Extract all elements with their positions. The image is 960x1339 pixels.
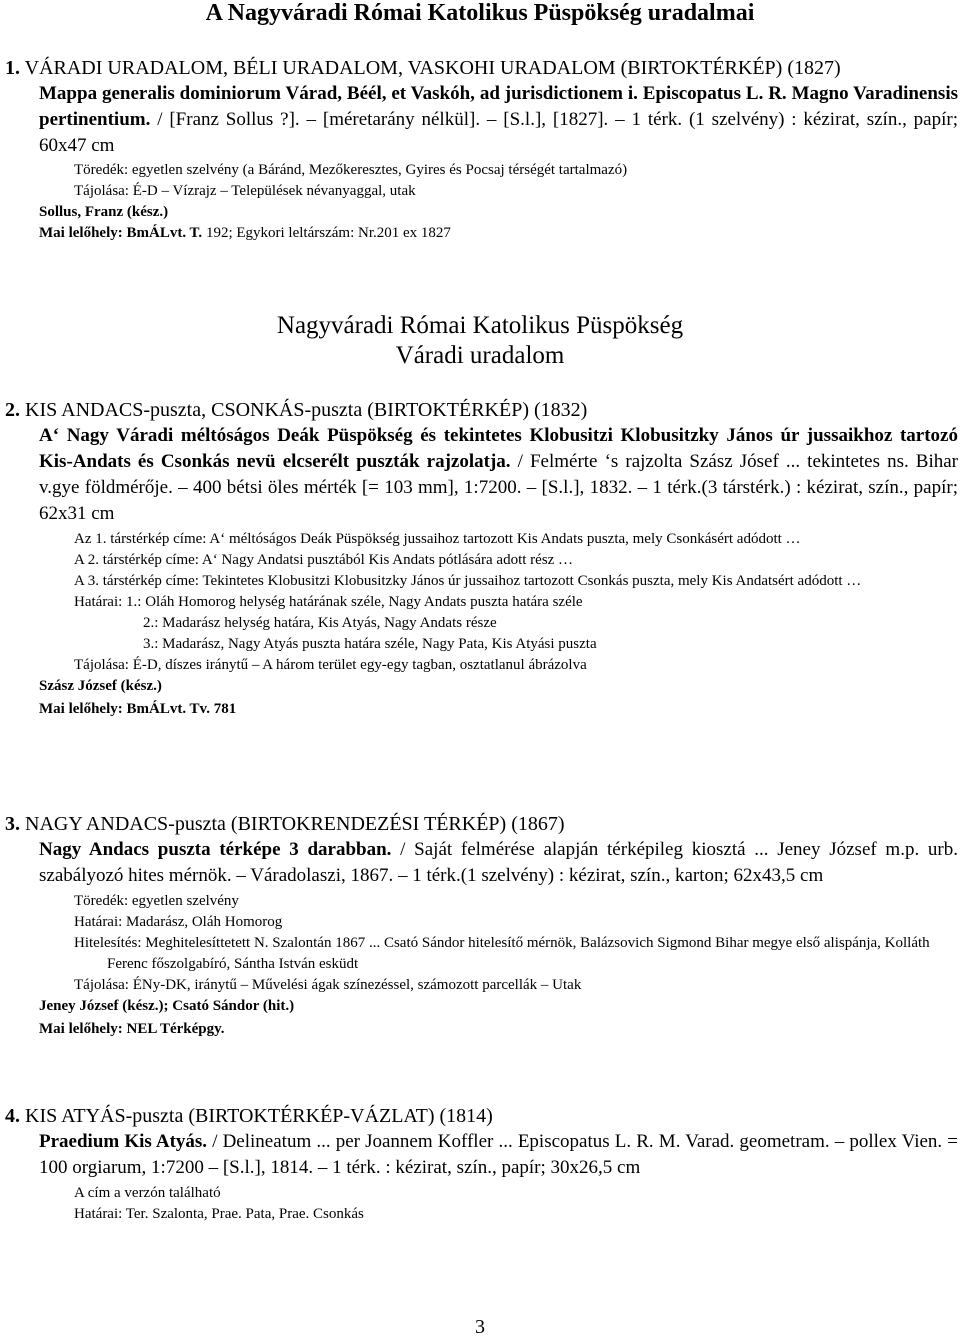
entry-3-fragment-note: Töredék: egyetlen szelvény [74,893,239,909]
entry-1-orientation-note: Tájolása: É-D – Vízrajz – Települések névanyaggal, utak [74,183,416,199]
entry-3-number: 3. [5,813,20,835]
entry-4 [5,1103,958,1225]
entry-4-borders: Határai: Ter. Szalonta, Prae. Pata, Prae. Csonkás [74,1206,364,1222]
entry-2-submap-1: Az 1. társtérkép címe: A‘ méltóságos Deák Püspökség jussaihoz tartozott Kis Andats puszta, mely Csonkásért adódott … [74,531,801,547]
entry-4-heading [5,1103,958,1129]
entry-1-number: 1. [5,57,20,79]
entry-3 [5,811,958,1040]
entry-1-title-main: Mappa generalis dominiorum Várad, Béél, et Vaskóh, ad jurisdictionem i. Episcopatus L. R. Magno Varadinensis pertinentium. [39,83,958,130]
entry-1-title-rest: / [Franz Sollus ?]. – [méretarány nélkül]. – [S.l.], [1827]. – 1 térk. (1 szelvény) : kézirat, szín., papír; 60x47 cm [39,109,958,156]
entry-2-border-3: 3.: Madarász, Nagy Atyás puszta határa széle, Nagy Pata, Kis Atyási puszta [143,636,597,652]
entry-3-title-main: Nagy Andacs puszta térképe 3 darabban. [39,839,392,860]
entry-3-title [5,837,958,889]
entry-2-heading-text: KIS ANDACS-puszta, CSONKÁS-puszta (BIRTOKTÉRKÉP) (1832) [25,399,588,421]
entry-1-heading-text: VÁRADI URADALOM, BÉLI URADALOM, VASKOHI URADALOM (BIRTOKTÉRKÉP) (1827) [24,57,841,79]
entry-2-heading [5,397,958,423]
entry-1-title [5,81,958,159]
entry-2-border-1: Határai: 1.: Oláh Homorog helység határának széle, Nagy Andats puszta határa széle [74,594,583,610]
entry-2-title [5,423,958,527]
entry-3-authentication: Hitelesítés: Meghitelesíttetett N. Szalontán 1867 ... Csató Sándor hitelesítő mérnök, Balázsovich Sigmond Bihar megye első alispánja, Kolláth Ferenc főszolgabíró, Sántha István esküdt [74,935,930,972]
entry-2-title-rest: / Felmérte ‘s rajzolta Szász Jósef ... tekintetes ns. Bihar v.gye földmérője. – 400 bétsi öles mérték [= 103 mm], 1:7200. – [S.l.], 1832. – 1 térk.(3 társtérk.) : kézirat, szín., papír; 62x31 cm [39,451,959,524]
entry-1-location: Mai lelőhely: BmÁLvt. T. 192; Egykori leltárszám: Nr.201 ex 1827 [39,225,451,241]
entry-3-heading [5,811,958,837]
entry-2-submap-3: A 3. társtérkép címe: Tekintetes Klobusitzi Klobusitzky János úr jussaihoz tartozott Csonkás puszta, mely Kis Andatsért adódott … [74,573,862,589]
subheading-diocese: Nagyváradi Római Katolikus Püspökség [276,312,684,339]
entry-2-orientation-note: Tájolása: É-D, díszes iránytű – A három terület egy-egy tagban, osztatlanul ábrázolva [74,657,587,673]
page-number: 3 [475,1316,485,1338]
entry-1-author: Sollus, Franz (kész.) [39,204,169,220]
entry-3-author: Jeney József (kész.); Csató Sándor (hit.) [39,998,295,1014]
entry-4-title-main: Praedium Kis Atyás. [39,1131,208,1152]
entry-4-title [5,1129,958,1181]
entry-2-location: Mai lelőhely: BmÁLvt. Tv. 781 [39,701,237,717]
entry-4-heading-text: KIS ATYÁS-puszta (BIRTOKTÉRKÉP-VÁZLAT) (1814) [25,1105,493,1127]
entry-2-submap-2: A 2. társtérkép címe: A‘ Nagy Andatsi pusztából Kis Andats pótlására adott rész … [74,552,574,568]
entry-2 [5,397,958,720]
entry-2-number: 2. [5,399,20,421]
entry-4-verso-note: A cím a verzón található [74,1185,221,1201]
entry-3-heading-text: NAGY ANDACS-puszta (BIRTOKRENDEZÉSI TÉRKÉP) (1867) [25,813,565,835]
subheading-estate: Váradi uradalom [395,342,565,369]
entry-3-orientation-note: Tájolása: ÉNy-DK, iránytű – Művelési ágak színezéssel, számozott parcellák – Utak [74,977,582,993]
entry-2-title-main: A‘ Nagy Váradi méltóságos Deák Püspökség és tekintetes Klobusitzi Klobusitzky János úr jussaikhoz tartozó Kis-Andats és Csonkás nevü elcserélt puszták rajzolatja. [39,425,958,472]
entry-4-number: 4. [5,1105,20,1127]
entry-2-author: Szász József (kész.) [39,678,162,694]
entry-2-border-2: 2.: Madarász helység határa, Kis Atyás, Nagy Andats része [143,615,497,631]
entry-3-title-rest: / Saját felmérése alapján térképileg kiosztá ... Jeney József m.p. urb. szabályozó hites mérnök. – Váradolaszi, 1867. – 1 térk.(1 szelvény) : kézirat, szín., karton; 62x43,5 cm [39,839,959,886]
entry-1 [5,55,958,244]
entry-4-title-rest: / Delineatum ... per Joannem Koffler ... Episcopatus L. R. M. Varad. geometram. – pollex Vien. = 100 orgiarum, 1:7200 – [S.l.], 1814. – 1 térk. : kézirat, szín., papír; 30x26,5 cm [39,1131,959,1178]
page-title: A Nagyváradi Római Katolikus Püspökség uradalmai [205,0,755,26]
entry-1-fragment-note: Töredék: egyetlen szelvény (a Báránd, Mezőkeresztes, Gyires és Pocsaj térségét tartalmazó) [74,162,628,178]
entry-1-heading [5,55,958,81]
entry-3-location: Mai lelőhely: NEL Térképgy. [39,1021,225,1037]
entry-3-borders: Határai: Madarász, Oláh Homorog [74,914,283,930]
